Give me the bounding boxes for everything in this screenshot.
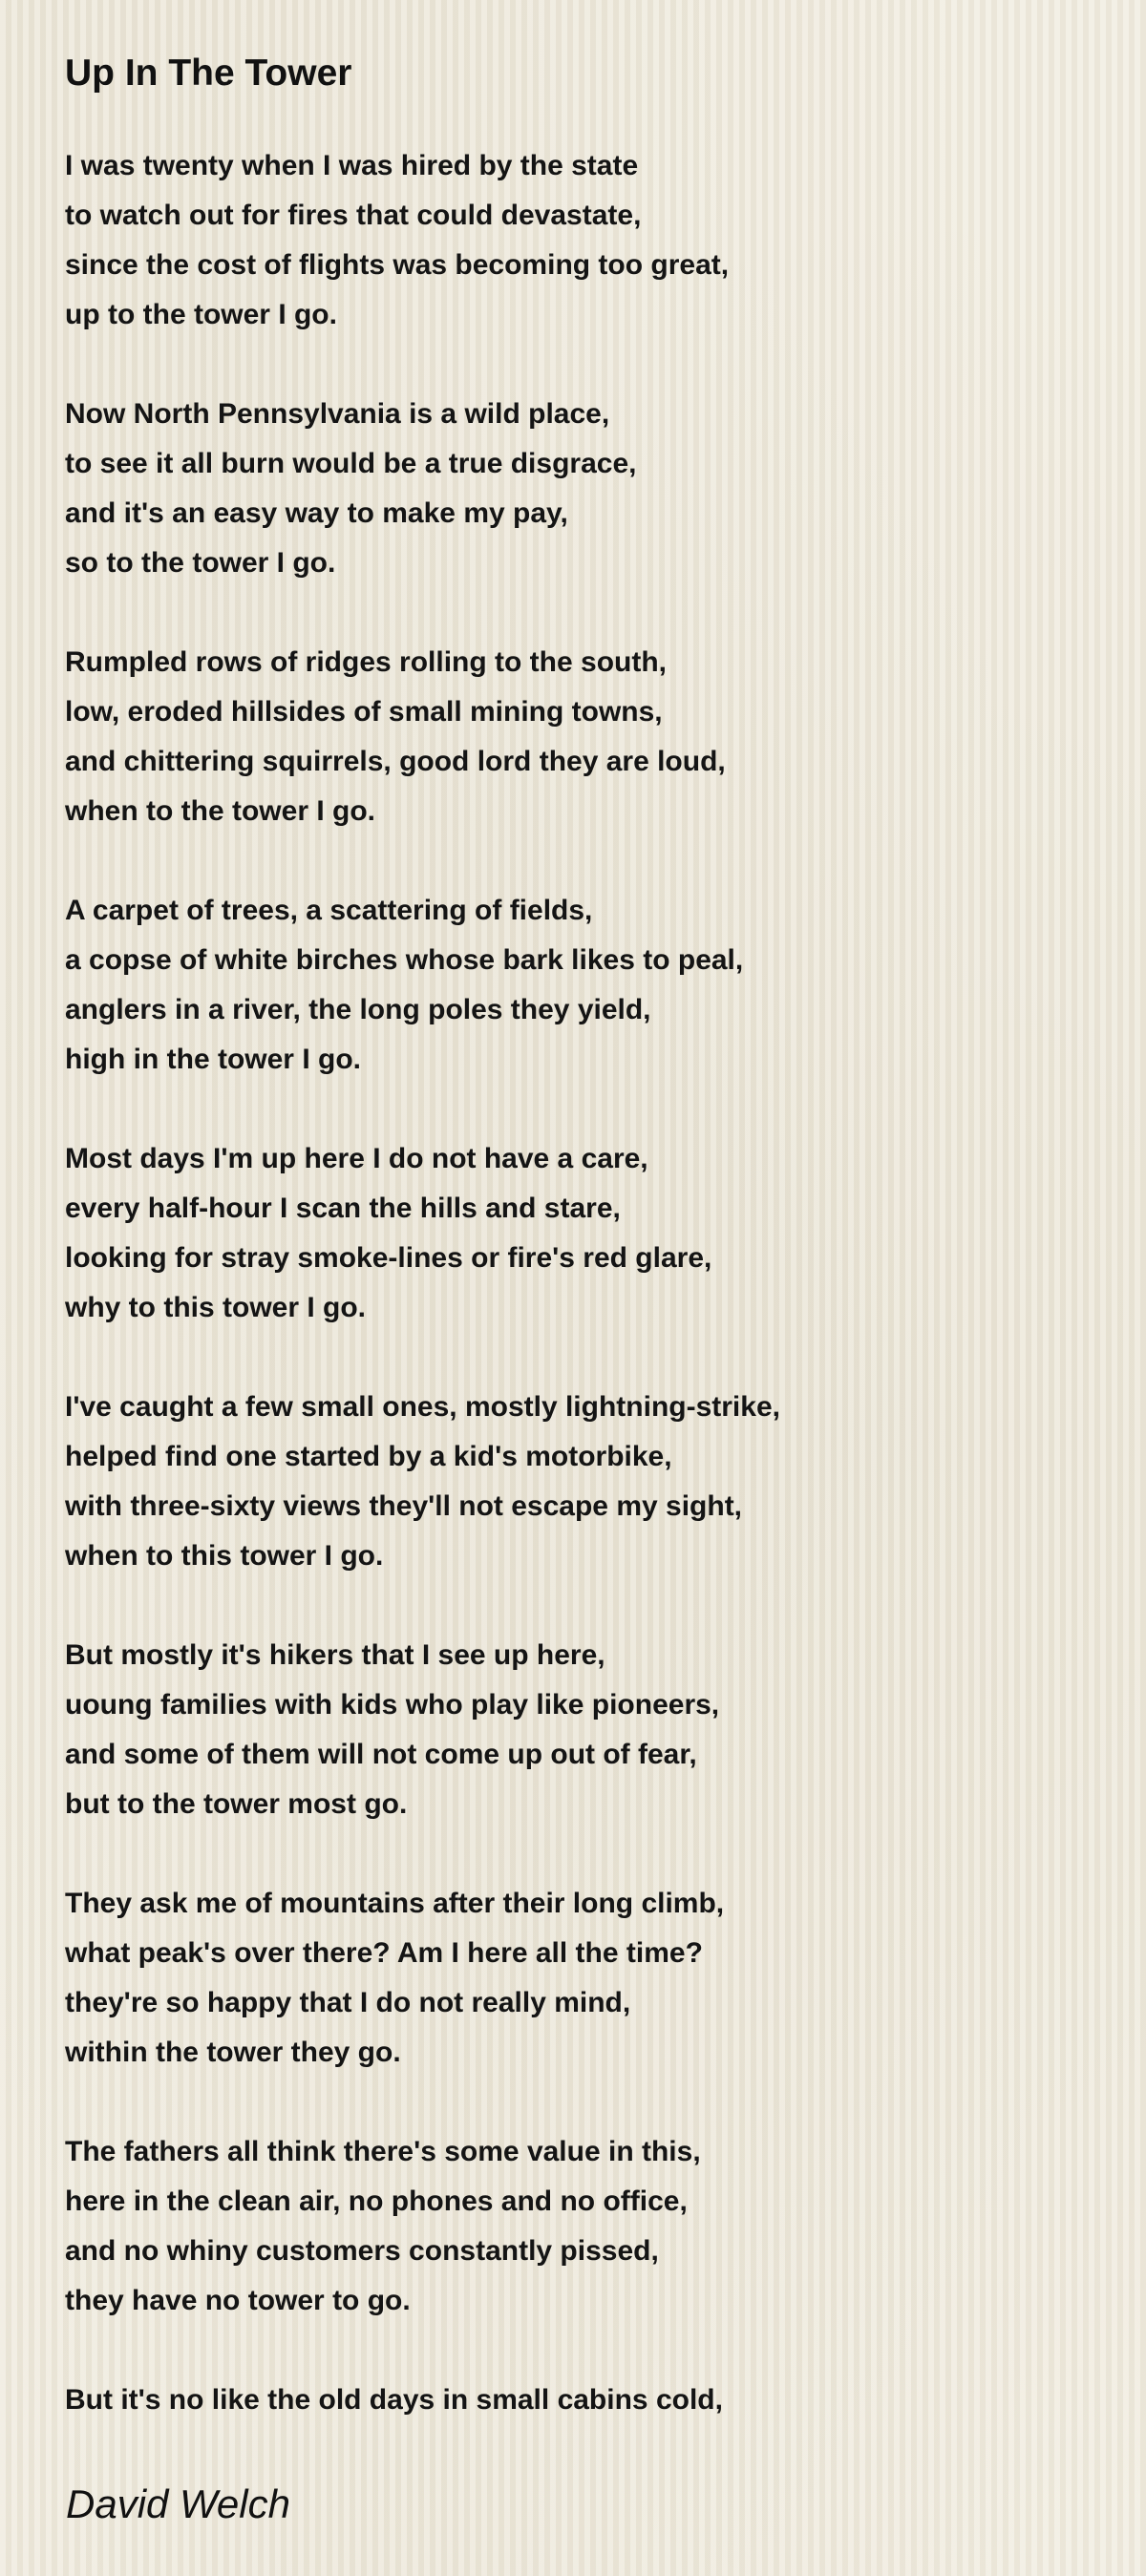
stanza	[65, 638, 780, 836]
poem-line: The fathers all think there's some value in this,	[65, 2136, 701, 2167]
stanza	[65, 1631, 780, 1829]
poem-line: They ask me of mountains after their long climb,	[65, 1888, 725, 1919]
poem-line: high in the tower I go.	[65, 1044, 361, 1075]
poem-author: David Welch	[66, 2481, 290, 2526]
poem-line: they have no tower to go.	[65, 2285, 411, 2316]
poem-line: But mostly it's hikers that I see up here,	[65, 1639, 605, 1671]
stanza	[65, 2127, 780, 2326]
poem-line: to watch out for fires that could devastate,	[65, 200, 642, 231]
stanza	[65, 1134, 780, 1333]
poem-line: But it's no like the old days in small cabins cold,	[65, 2384, 723, 2416]
poem-line: when to the tower I go.	[65, 795, 375, 827]
poem-line: when to this tower I go.	[65, 1540, 384, 1572]
stanza	[65, 141, 780, 340]
stanza	[65, 1383, 780, 1581]
poem-line: and some of them will not come up out of fear,	[65, 1739, 697, 1770]
poem-line: anglers in a river, the long poles they yield,	[65, 994, 651, 1025]
stanza	[65, 2375, 780, 2425]
poem-line: I've caught a few small ones, mostly lightning-strike,	[65, 1391, 780, 1423]
poem-body	[65, 141, 780, 2425]
stanza	[65, 886, 780, 1085]
poem-line: Now North Pennsylvania is a wild place,	[65, 398, 610, 430]
poem-line: to see it all burn would be a true disgrace,	[65, 448, 637, 479]
poem-line: why to this tower I go.	[65, 1292, 366, 1323]
poem-line: with three-sixty views they'll not escape my sight,	[65, 1490, 743, 1522]
poem-line: up to the tower I go.	[65, 299, 337, 330]
poem-line: looking for stray smoke-lines or fire's red glare,	[65, 1242, 712, 1274]
poem-line: I was twenty when I was hired by the state	[65, 150, 639, 181]
poem-title: Up In The Tower	[65, 53, 352, 94]
poem-line: they're so happy that I do not really mind,	[65, 1987, 631, 2018]
poem-line: helped find one started by a kid's motorbike,	[65, 1441, 672, 1472]
poem-line: within the tower they go.	[65, 2037, 401, 2068]
stanza	[65, 390, 780, 588]
poem-line: a copse of white birches whose bark likes to peal,	[65, 944, 744, 976]
poem-line: Most days I'm up here I do not have a care,	[65, 1143, 648, 1174]
stanza	[65, 1879, 780, 2078]
poem-line: so to the tower I go.	[65, 547, 336, 579]
poem-line: and it's an easy way to make my pay,	[65, 497, 568, 529]
poem-line: what peak's over there? Am I here all the time?	[65, 1937, 703, 1969]
poem-line: since the cost of flights was becoming too great,	[65, 249, 730, 281]
poem-line: uoung families with kids who play like pioneers,	[65, 1689, 720, 1721]
poem-line: every half-hour I scan the hills and stare,	[65, 1193, 621, 1224]
poem-line: and no whiny customers constantly pissed,	[65, 2235, 659, 2267]
poem-line: and chittering squirrels, good lord they are loud,	[65, 746, 726, 777]
poem-line: but to the tower most go.	[65, 1788, 408, 1820]
poem-line: here in the clean air, no phones and no office,	[65, 2185, 688, 2217]
poem-line: Rumpled rows of ridges rolling to the south,	[65, 646, 667, 678]
poem-line: low, eroded hillsides of small mining towns,	[65, 696, 663, 728]
poem-line: A carpet of trees, a scattering of fields,	[65, 895, 593, 926]
